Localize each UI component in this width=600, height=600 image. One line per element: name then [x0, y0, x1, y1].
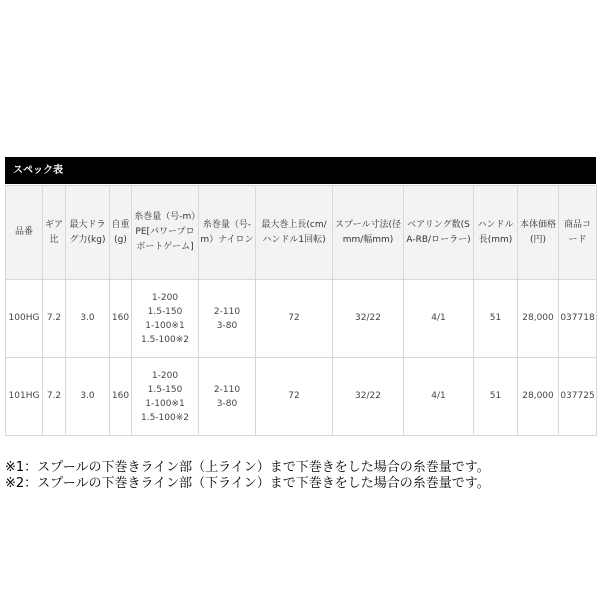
header-code: 商品コード	[559, 186, 597, 280]
cell-retrieve: 72	[256, 280, 333, 358]
pe-capacity-line: 1-200	[151, 370, 179, 381]
nylon-capacity-line: 3-80	[216, 398, 238, 409]
cell-pe-capacity	[132, 280, 199, 358]
pe-capacity-line: 1.5-150	[147, 306, 183, 317]
header-weight: 自重(g)	[110, 186, 132, 280]
header-spool: スプール寸法(径mm/幅mm)	[333, 186, 404, 280]
header-price: 本体価格(円)	[518, 186, 559, 280]
cell-code: 037725	[559, 358, 597, 436]
cell-spool: 32/22	[333, 358, 404, 436]
pe-capacity-line: 1.5-100※2	[140, 334, 189, 345]
header-handle: ハンドル長(mm)	[474, 186, 518, 280]
header-retrieve: 最大巻上長(cm/ハンドル1回転)	[256, 186, 333, 280]
footnote-1: ※1：スプールの下巻きライン部（上ライン）まで下巻きをした場合の糸巻量です。	[5, 460, 490, 475]
nylon-capacity-line: 3-80	[216, 320, 238, 331]
cell-handle: 51	[474, 358, 518, 436]
pe-capacity-line: 1.5-100※2	[140, 412, 189, 423]
cell-gear-ratio: 7.2	[43, 358, 66, 436]
pe-capacity-line: 1-200	[151, 292, 179, 303]
cell-max-drag: 3.0	[66, 358, 110, 436]
cell-nylon-capacity	[199, 280, 256, 358]
header-nylon-capacity: 糸巻量（号-m）ナイロン	[199, 186, 256, 280]
header-gear-ratio: ギア比	[43, 186, 66, 280]
cell-weight: 160	[110, 280, 132, 358]
header-model: 品番	[6, 186, 43, 280]
cell-spool: 32/22	[333, 280, 404, 358]
cell-max-drag: 3.0	[66, 280, 110, 358]
cell-model: 100HG	[6, 280, 43, 358]
cell-weight: 160	[110, 358, 132, 436]
header-pe-capacity: 糸巻量（号-m）PE[パワープロボートゲーム]	[132, 186, 199, 280]
pe-capacity-line: 1.5-150	[147, 384, 183, 395]
cell-code: 037718	[559, 280, 597, 358]
table-row	[6, 280, 597, 358]
cell-bearings: 4/1	[404, 358, 474, 436]
cell-price: 28,000	[518, 358, 559, 436]
header-bearings: ベアリング数(S A-RB/ローラー)	[404, 186, 474, 280]
cell-gear-ratio: 7.2	[43, 280, 66, 358]
cell-handle: 51	[474, 280, 518, 358]
cell-retrieve: 72	[256, 358, 333, 436]
spec-table-title: スペック表	[5, 157, 596, 184]
header-row	[6, 186, 597, 280]
cell-nylon-capacity	[199, 358, 256, 436]
cell-bearings: 4/1	[404, 280, 474, 358]
cell-pe-capacity	[132, 358, 199, 436]
nylon-capacity-line: 2-110	[213, 306, 241, 317]
cell-model: 101HG	[6, 358, 43, 436]
footnote-2: ※2：スプールの下巻きライン部（下ライン）まで下巻きをした場合の糸巻量です。	[5, 476, 490, 491]
footnotes	[5, 460, 596, 492]
pe-capacity-line: 1-100※1	[145, 320, 185, 331]
header-max-drag: 最大ドラグ力(kg)	[66, 186, 110, 280]
pe-capacity-line: 1-100※1	[145, 398, 185, 409]
spec-table	[5, 185, 597, 436]
table-row	[6, 358, 597, 436]
nylon-capacity-line: 2-110	[213, 384, 241, 395]
cell-price: 28,000	[518, 280, 559, 358]
